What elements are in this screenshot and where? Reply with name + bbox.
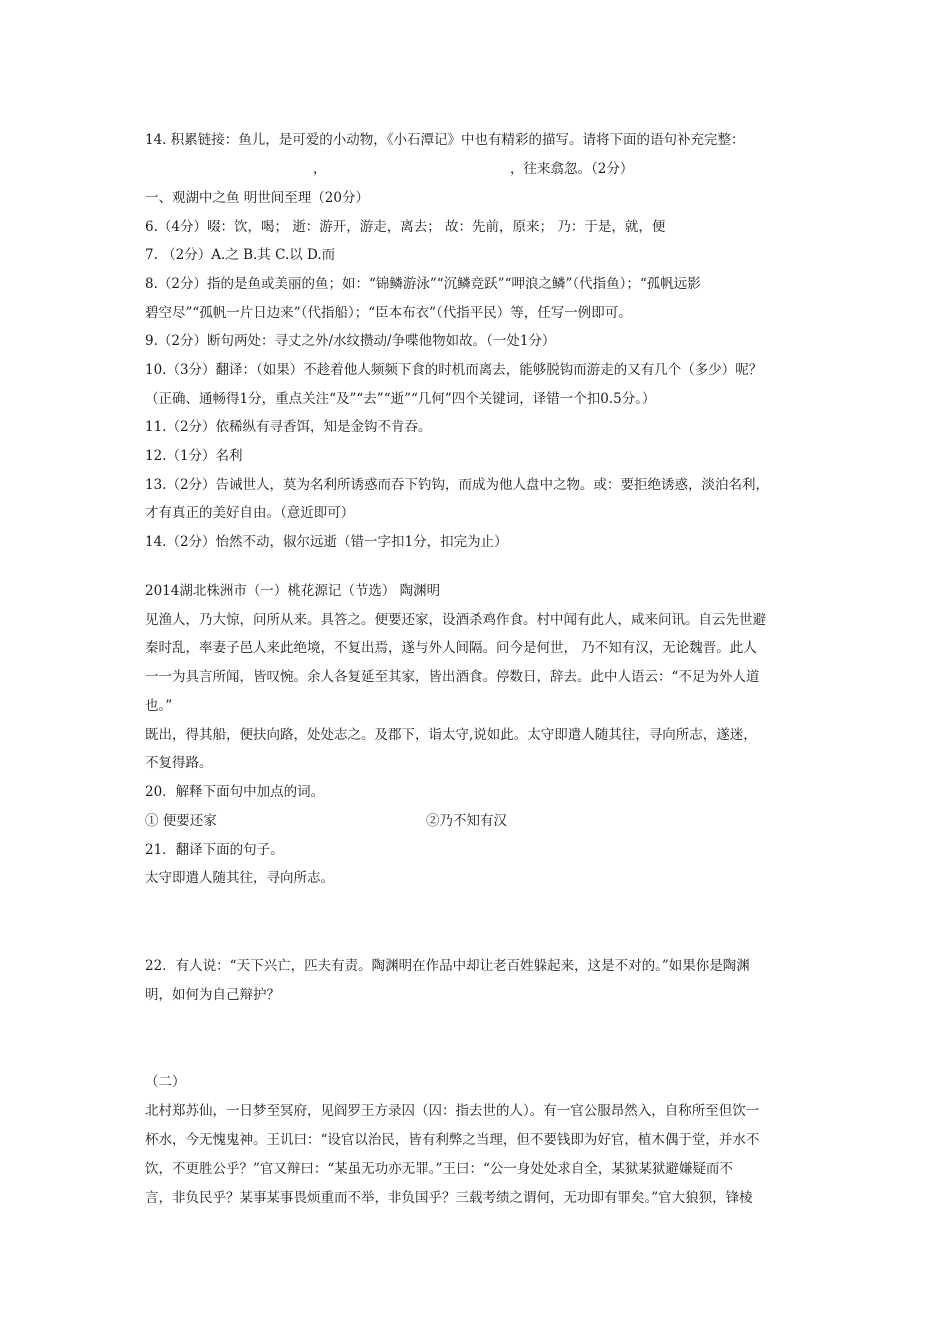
- passage1-line: 一一为具言所闻，皆叹惋。余人各复延至其家，皆出酒食。停数日，辞去。此中人语云：“不足为外人道: [145, 669, 760, 685]
- answer-line: 7. （2分）A.之 B.其 C.以 D.而: [145, 247, 336, 263]
- answer-line: 才有真正的美好自由。（意近即可）: [145, 505, 355, 521]
- q20-item1: ① 便要还家: [145, 813, 217, 829]
- q14-prompt: 14. 积累链接：鱼儿，是可爱的小动物，《小石潭记》中也有精彩的描写。请将下面的语句补充完整：: [145, 132, 745, 148]
- passage1-line: 既出，得其船，便扶向路，处处志之。及郡下，诣太守,说如此。太守即遣人随其往，寻向所志，遂迷，: [145, 727, 757, 743]
- passage2-line: 言，非负民乎？某事某事畏烦重而不举，非负国乎？三载考绩之谓何，无功即有罪矣。”官大狼狈，锋棱: [145, 1190, 753, 1206]
- passage1-line: 不复得路。: [145, 755, 213, 771]
- q21-sentence: 太守即遣人随其往，寻向所志。: [145, 870, 334, 886]
- passage1-title: 2014湖北株洲市（一）桃花源记（节选） 陶渊明: [145, 583, 441, 599]
- q14-blank-tail: ，往来翕忽。（2分）: [510, 161, 634, 177]
- answer-line: 13.（2分）告诫世人，莫为名利所诱惑而吞下钓钩，而成为他人盘中之物。或：要拒绝诱惑，淡泊名利，: [145, 477, 770, 493]
- passage2-line: 北村郑苏仙，一日梦至冥府，见阎罗王方录囚（囚：指去世的人）。有一官公服昂然入，自称所至但饮一: [145, 1103, 760, 1119]
- answer-line: 12.（1分）名利: [145, 448, 243, 464]
- answer-line: 8.（2分）指的是鱼或美丽的鱼；如：“锦鳞游泳”“沉鳞竞跃”“呷浪之鳞”（代指鱼）；“孤帆远影: [145, 276, 701, 292]
- answer-line: 10.（3分）翻译：（如果）不趁着他人频频下食的时机而离去，能够脱钩而游走的又有几个（多少）呢？: [145, 362, 763, 378]
- answer-line: 碧空尽”“孤帆一片日边来”（代指船）；“臣本布衣”（代指平民）等，任写一例即可。: [145, 305, 632, 321]
- q20-prompt: 20．解释下面句中加点的词。: [145, 784, 325, 800]
- q20-item2: ②乃不知有汉: [426, 813, 507, 829]
- answer-line: 11.（2分）依稀纵有寻香饵，知是金钩不肯吞。: [145, 419, 432, 435]
- passage2-line: 饮，不更胜公乎？”官又辩曰：“某虽无功亦无罪。”王曰：“公一身处处求自全，某狱某狱避嫌疑而不: [145, 1161, 733, 1177]
- q22-line: 22．有人说：“天下兴亡，匹夫有责。陶渊明在作品中却让老百姓躲起来，这是不对的。”如果你是陶渊: [145, 958, 750, 974]
- q21-prompt: 21．翻译下面的句子。: [145, 842, 284, 858]
- answer-line: （正确、通畅得1分，重点关注“及”“去”“逝”“几何”四个关键词，译错一个扣0.5分。）: [145, 391, 656, 407]
- section1-title: 一、观湖中之鱼 明世间至理（20分）: [145, 190, 369, 206]
- part2-title: （二）: [145, 1074, 186, 1090]
- passage1-line: 也。”: [145, 698, 173, 714]
- q22-line: 明，如何为自己辩护？: [145, 987, 280, 1003]
- answer-line: 6.（4分）啜：饮，喝； 逝：游开，游走，离去； 故：先前，原来； 乃：于是，就，便: [145, 219, 666, 235]
- q14-blank-comma: ，: [313, 161, 327, 177]
- passage1-line: 见渔人，乃大惊，问所从来。具答之。便要还家，设酒杀鸡作食。村中闻有此人，咸来问讯。自云先世避: [145, 612, 766, 628]
- answer-line: 9.（2分）断句两处：寻丈之外/水纹攒动/争喋他物如故。（一处1分）: [145, 333, 556, 349]
- passage2-line: 杯水，今无愧鬼神。王讥曰：“设官以治民，皆有利弊之当理，但不要钱即为好官，植木偶于堂，并水不: [145, 1132, 760, 1148]
- passage1-line: 秦时乱，率妻子邑人来此绝境，不复出焉，遂与外人间隔。问今是何世， 乃不知有汉，无论魏晋。此人: [145, 640, 757, 656]
- answer-line: 14.（2分）怡然不动，俶尔远逝（错一字扣1分，扣完为止）: [145, 534, 508, 550]
